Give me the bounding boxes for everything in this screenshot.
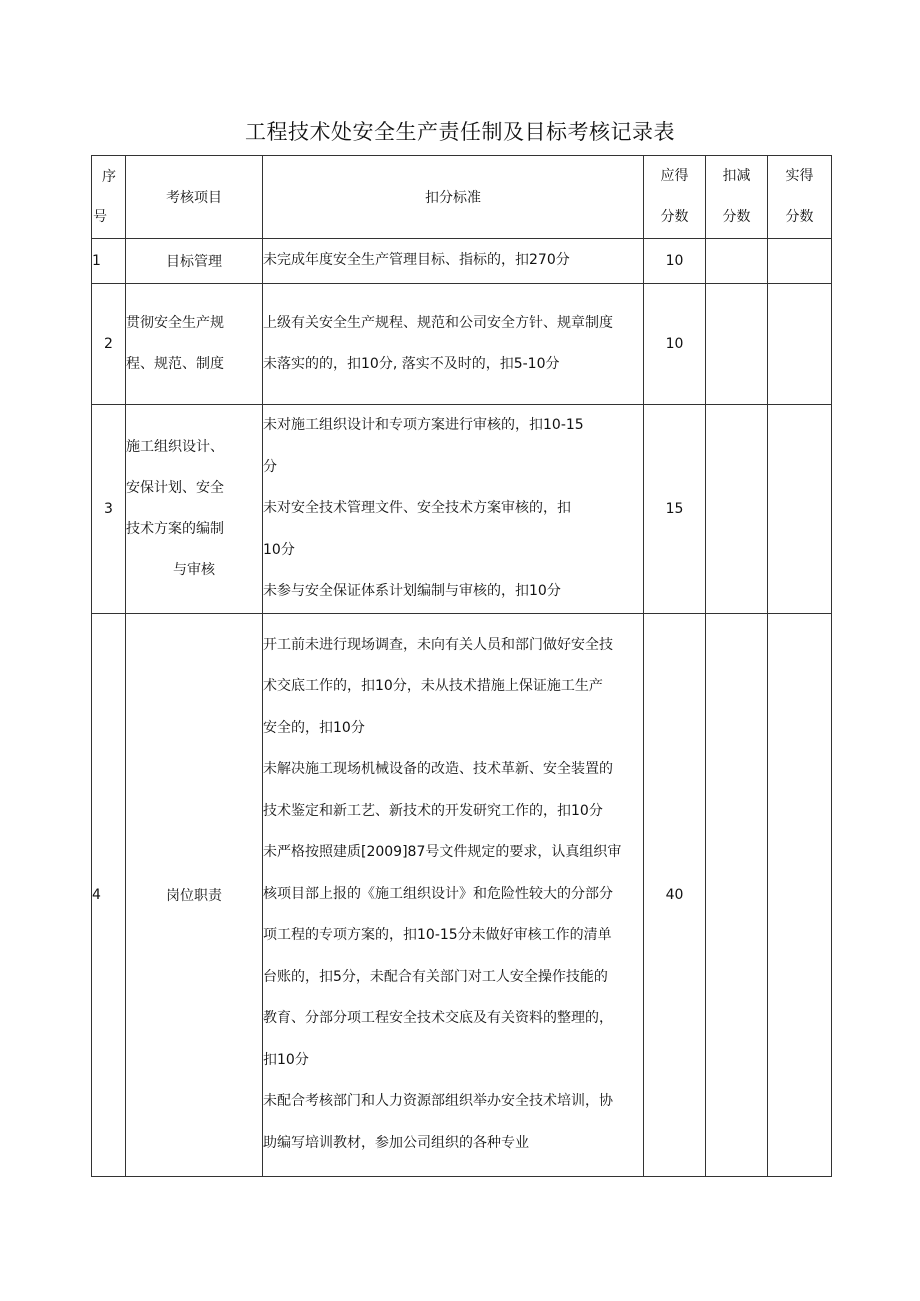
header-seq-b: 号 <box>93 209 107 225</box>
row-item <box>126 405 263 614</box>
table-row <box>92 284 832 405</box>
criteria-line: 核项目部上报的《施工组织设计》和危险性较大的分部分 <box>263 885 613 902</box>
row-actual-score[interactable] <box>768 613 832 1176</box>
row-item-line: 贯彻安全生产规 <box>126 315 224 331</box>
table-row <box>92 405 832 614</box>
row-item: 目标管理 <box>126 239 263 284</box>
header-item: 考核项目 <box>126 156 263 239</box>
criteria-line: 助编写培训教材，参加公司组织的各种专业 <box>263 1134 529 1151</box>
header-criteria: 扣分标准 <box>263 156 644 239</box>
row-actual-score[interactable] <box>768 239 832 284</box>
header-seq-a: 序 <box>102 169 116 185</box>
header-seq <box>92 156 126 239</box>
criteria-line: 术交底工作的，扣10分，未从技术措施上保证施工生产 <box>263 678 603 695</box>
criteria-line: 未严格按照建质[2009]87号文件规定的要求，认真组织审 <box>263 844 622 861</box>
header-deduct-b: 分数 <box>722 209 751 225</box>
row-actual-score[interactable] <box>768 284 832 405</box>
criteria-line: 未落实的的，扣10分, 落实不及时的，扣5-10分 <box>263 356 560 372</box>
table-row <box>92 613 832 1176</box>
criteria-line: 未参与安全保证体系计划编制与审核的，扣10分 <box>263 583 561 599</box>
assessment-table <box>91 155 832 1177</box>
criteria-line: 未配合考核部门和人力资源部组织举办安全技术培训，协 <box>263 1093 613 1110</box>
criteria-line: 项工程的专项方案的，扣10-15分未做好审核工作的清单 <box>263 927 612 944</box>
row-criteria <box>263 613 644 1176</box>
criteria-line: 教育、分部分项工程安全技术交底及有关资料的整理的， <box>263 1010 613 1027</box>
row-item: 岗位职责 <box>126 613 263 1176</box>
row-item <box>126 284 263 405</box>
row-seq: 2 <box>92 284 126 405</box>
header-actual-b: 分数 <box>785 209 814 225</box>
criteria-line: 10分 <box>263 541 295 558</box>
row-seq: 4 <box>92 613 126 1176</box>
row-item-line: 技术方案的编制 <box>126 520 224 537</box>
row-due-score: 10 <box>644 284 706 405</box>
row-item-line: 程、规范、制度 <box>126 356 224 372</box>
row-deduct-score[interactable] <box>706 284 768 405</box>
row-deduct-score[interactable] <box>706 405 768 614</box>
row-due-score: 40 <box>644 613 706 1176</box>
row-due-score: 10 <box>644 239 706 284</box>
header-due-a: 应得 <box>660 168 689 184</box>
criteria-line: 未对施工组织设计和专项方案进行审核的，扣10-15 <box>263 417 584 433</box>
row-criteria <box>263 284 644 405</box>
row-criteria: 未完成年度安全生产管理目标、指标的，扣270分 <box>263 239 644 284</box>
criteria-line: 未解决施工现场机械设备的改造、技术革新、安全装置的 <box>263 761 613 778</box>
row-actual-score[interactable] <box>768 405 832 614</box>
criteria-line: 技术鉴定和新工艺、新技术的开发研究工作的，扣10分 <box>263 802 603 819</box>
table-row <box>92 239 832 284</box>
header-due <box>644 156 706 239</box>
header-actual-a: 实得 <box>785 168 814 184</box>
criteria-line: 台账的，扣5分，未配合有关部门对工人安全操作技能的 <box>263 968 608 985</box>
header-actual <box>768 156 832 239</box>
row-deduct-score[interactable] <box>706 239 768 284</box>
header-deduct <box>706 156 768 239</box>
criteria-line: 未对安全技术管理文件、安全技术方案审核的，扣 <box>263 500 571 516</box>
criteria-line: 分 <box>263 458 277 475</box>
row-item-line: 施工组织设计、 <box>126 438 224 455</box>
page-title: 工程技术处安全生产责任制及目标考核记录表 <box>245 120 675 144</box>
row-item-line: 与审核 <box>173 561 215 578</box>
row-seq: 1 <box>92 239 126 284</box>
criteria-line: 上级有关安全生产规程、规范和公司安全方针、规章制度 <box>263 314 613 331</box>
row-item-line: 安保计划、安全 <box>126 479 224 496</box>
row-due-score: 15 <box>644 405 706 614</box>
row-deduct-score[interactable] <box>706 613 768 1176</box>
header-row <box>92 156 832 239</box>
header-due-b: 分数 <box>660 209 689 225</box>
criteria-line: 安全的，扣10分 <box>263 719 365 736</box>
row-seq: 3 <box>92 405 126 614</box>
row-criteria <box>263 405 644 614</box>
header-deduct-a: 扣减 <box>722 168 751 184</box>
criteria-line: 开工前未进行现场调查，未向有关人员和部门做好安全技 <box>263 636 613 653</box>
criteria-line: 扣10分 <box>263 1051 309 1068</box>
